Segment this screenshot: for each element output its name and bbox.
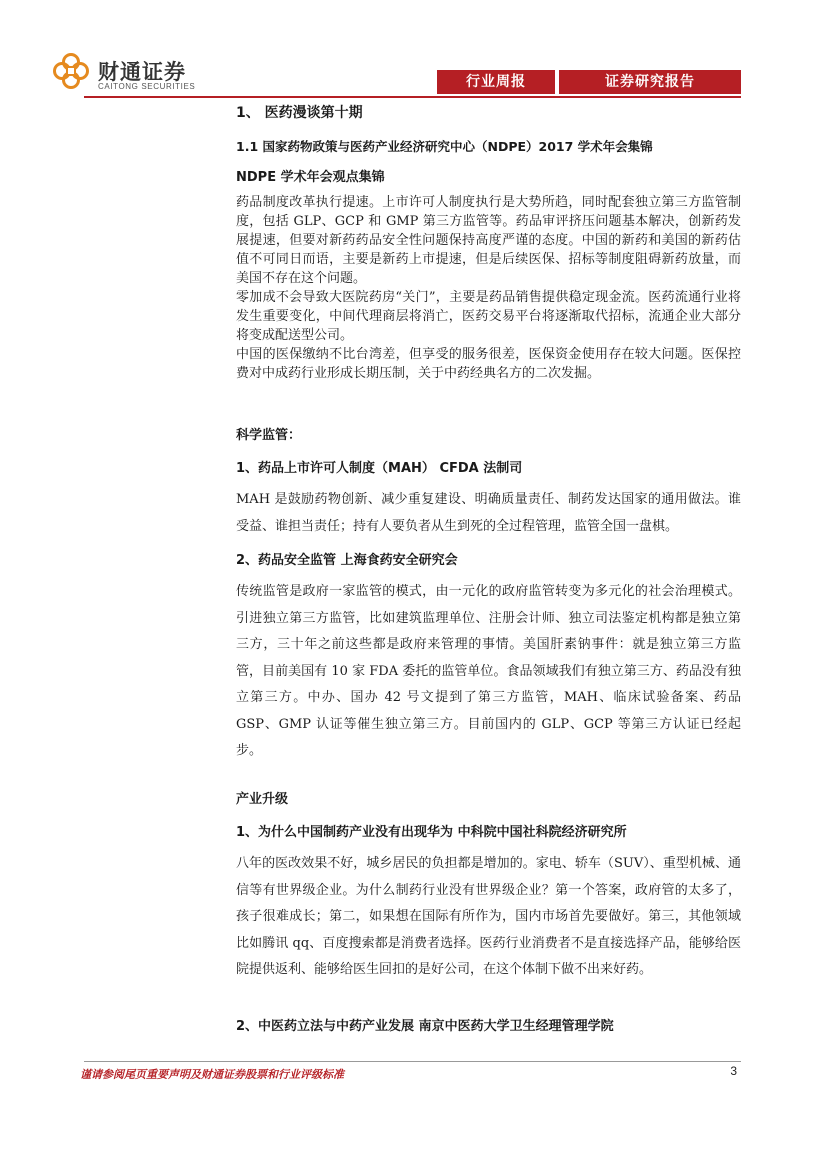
section-title-regulation: 科学监管：: [236, 428, 302, 443]
section-heading: 1.1 国家药物政策与医药产业经济研究中心（NDPE）2017 学术年会集锦: [236, 139, 653, 154]
paragraph: 中国的医保缴纳不比台湾差，但享受的服务很差，医保资金使用存在较大问题。医保控费对中成药行业形成长期压制，关于中药经典名方的二次发掘。: [236, 347, 741, 381]
item-title-tcm-law: 2、中医药立法与中药产业发展 南京中医药大学卫生经理管理学院: [236, 1019, 614, 1034]
paragraph: 传统监管是政府一家监管的模式，由一元化的政府监管转变为多元化的社会治理模式。引进独立第三方监管，比如建筑监理单位、注册会计师、独立司法鉴定机构都是独立第三方，三十年之前这些都是政府来管理的事情。美国肝素钠事件：就是独立第三方监管，目前美国有 10 家 FDA 委托的监管单位。食品领域我们有独立第三方、药品没有独立第三方。中办、国办 42 号文提到了第三方监管，MAH、临床试验备案、药品 GSP、GMP 认证等催生独立第三方。目前国内的 GLP、GCP 等第三方认证已经起步。: [236, 584, 741, 758]
item-body-drug-safety: [236, 579, 741, 765]
item-body-huawei: [236, 851, 741, 984]
item-title-mah: 1、药品上市许可人制度（MAH） CFDA 法制司: [236, 461, 523, 476]
item-body-mah: [236, 487, 741, 540]
header-divider: [84, 96, 741, 98]
footer-divider: [84, 1061, 741, 1062]
tab-weekly-report: 行业周报: [437, 70, 555, 94]
tab-research-report: 证券研究报告: [559, 70, 741, 94]
paragraph: 药品制度改革执行提速。上市许可人制度执行是大势所趋，同时配套独立第三方监管制度，包括 GLP、GCP 和 GMP 第三方监管等。药品审评挤压问题基本解决，创新药发展提速，但要对新药药品安全性问题保持高度严谨的态度。中国的新药和美国的新药估值不可同日而语，主要是新药上市提速，但是后续医保、招标等制度阻碍新药放量，而美国不存在这个问题。: [236, 195, 741, 286]
disclaimer-note: 谨请参阅尾页重要声明及财通证券股票和行业评级标准: [80, 1068, 344, 1081]
item-title-drug-safety: 2、药品安全监管 上海食药安全研究会: [236, 553, 458, 568]
chapter-heading: 1、 医药漫谈第十期: [236, 105, 363, 121]
subsection-heading: NDPE 学术年会观点集锦: [236, 170, 385, 185]
paragraph: 零加成不会导致大医院药房“关门”，主要是药品销售提供稳定现金流。医药流通行业将发生重要变化，中间代理商层将消亡，医药交易平台将逐渐取代招标，流通企业大部分将变成配送型公司。: [236, 290, 741, 343]
coin-flower-icon: [52, 52, 90, 90]
report-type-tabs: [437, 70, 741, 94]
section-title-industry-upgrade: 产业升级: [236, 792, 289, 807]
paragraph: MAH 是鼓励药物创新、减少重复建设、明确质量责任、制药发达国家的通用做法。谁受益、谁担当责任；持有人要负者从生到死的全过程管理，监管全国一盘棋。: [236, 492, 741, 534]
company-logo: [52, 52, 222, 102]
page-header: [0, 0, 827, 100]
item-title-huawei: 1、为什么中国制药产业没有出现华为 中科院中国社科院经济研究所: [236, 825, 627, 840]
paragraph: 八年的医改效果不好，城乡居民的负担都是增加的。家电、轿车（SUV）、重型机械、通信等有世界级企业。为什么制药行业没有世界级企业？第一个答案，政府管的太多了，孩子很难成长；第二，如果想在国际有所作为，国内市场首先要做好。第三，其他领域比如腾讯 qq、百度搜索都是消费者选择。医药行业消费者不是直接选择产品，能够给医院提供返利、能够给医生回扣的是好公司，在这个体制下做不出来好药。: [236, 856, 741, 977]
logo-chinese-name: 财通证券: [98, 60, 186, 84]
page-number: 3: [730, 1064, 737, 1078]
intro-paragraphs: [236, 193, 741, 383]
logo-english-name: CAITONG SECURITIES: [98, 82, 196, 91]
